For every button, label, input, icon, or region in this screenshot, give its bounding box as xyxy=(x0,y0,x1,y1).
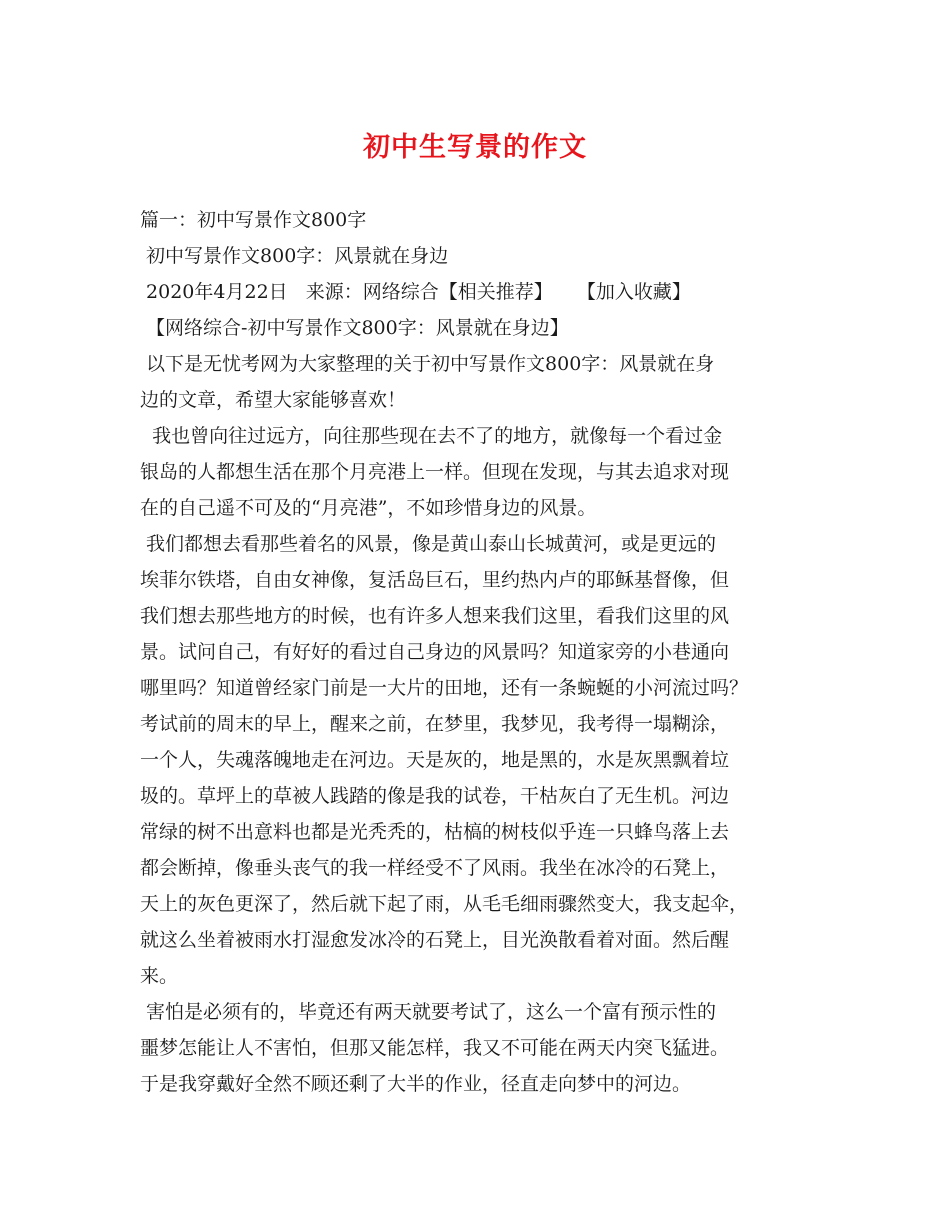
document-body xyxy=(140,202,830,1102)
text-line: 篇一：初中写景作文800字 xyxy=(140,209,367,231)
text-line: 以下是无忧考网为大家整理的关于初中写景作文800字：风景就在身 xyxy=(140,353,715,375)
text-line: 噩梦怎能让人不害怕，但那又能怎样，我又不可能在两天内突飞猛进。 xyxy=(140,1037,730,1059)
text-line: 一个人，失魂落魄地走在河边。天是灰的，地是黑的，水是灰黑飘着垃 xyxy=(140,749,730,771)
document-title: 初中生写景的作文 xyxy=(363,132,587,163)
text-line: 天上的灰色更深了，然后就下起了雨，从毛毛细雨骤然变大，我支起伞， xyxy=(140,893,749,915)
text-line: 银岛的人都想生活在那个月亮港上一样。但现在发现，与其去追求对现 xyxy=(140,461,730,483)
text-line: 都会断掉，像垂头丧气的我一样经受不了风雨。我坐在冰冷的石凳上， xyxy=(140,857,730,879)
text-line: 就这么坐着被雨水打湿愈发冰冷的石凳上，目光涣散看着对面。然后醒 xyxy=(140,929,730,951)
text-line: 2020年4月22日 来源：网络综合【相关推荐】 【加入收藏】 xyxy=(140,281,691,303)
text-line: 景。试问自己，有好好的看过自己身边的风景吗？知道家旁的小巷通向 xyxy=(140,641,730,663)
text-line: 我们想去那些地方的时候，也有许多人想来我们这里，看我们这里的风 xyxy=(140,605,730,627)
text-line: 在的自己遥不可及的“月亮港”，不如珍惜身边的风景。 xyxy=(140,497,597,519)
text-line: 害怕是必须有的，毕竟还有两天就要考试了，这么一个富有预示性的 xyxy=(140,1001,717,1023)
text-line: 来。 xyxy=(140,965,179,987)
text-line: 【网络综合-初中写景作文800字：风景就在身边】 xyxy=(140,317,569,339)
text-line: 考试前的周末的早上，醒来之前，在梦里，我梦见，我考得一塌糊涂， xyxy=(140,713,730,735)
text-line: 哪里吗？知道曾经家门前是一大片的田地，还有一条蜿蜒的小河流过吗？ xyxy=(140,677,749,699)
text-line: 圾的。草坪上的草被人践踏的像是我的试卷，干枯灰白了无生机。河边 xyxy=(140,785,730,807)
text-line: 常绿的树不出意料也都是光秃秃的，枯槁的树枝似乎连一只蜂鸟落上去 xyxy=(140,821,730,843)
text-line: 我们都想去看那些着名的风景，像是黄山泰山长城黄河，或是更远的 xyxy=(140,533,717,555)
text-line: 我也曾向往过远方，向往那些现在去不了的地方，就像每一个看过金 xyxy=(140,425,723,447)
text-line: 边的文章，希望大家能够喜欢！ xyxy=(140,389,407,411)
text-line: 初中写景作文800字：风景就在身边 xyxy=(140,245,449,267)
text-line: 于是我穿戴好全然不顾还剩了大半的作业，径直走向梦中的河边。 xyxy=(140,1073,692,1095)
text-line: 埃菲尔铁塔，自由女神像，复活岛巨石，里约热内卢的耶稣基督像，但 xyxy=(140,569,730,591)
